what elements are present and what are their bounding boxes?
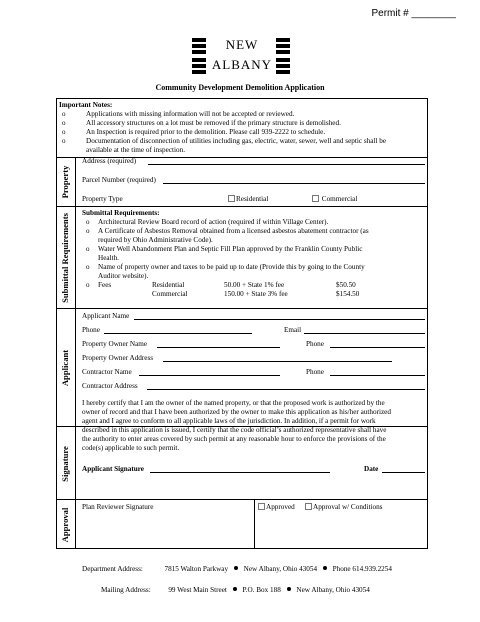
dept-address-label: Department Address: bbox=[82, 565, 143, 573]
submittal-item-4-cont: Auditor website). bbox=[98, 272, 149, 280]
owner-phone-label: Phone bbox=[306, 340, 324, 348]
date-label: Date bbox=[364, 465, 379, 473]
approved-conditions-checkbox[interactable] bbox=[305, 503, 382, 512]
date-field[interactable] bbox=[382, 472, 425, 473]
certification-line-1: I hereby certify that I am the owner of the named property, or that the proposed work is authorized by the bbox=[82, 399, 385, 407]
form-title: Community Development Demolition Application bbox=[155, 83, 325, 92]
submittal-item-3: Water Well Abandonment Plan and Septic Fill Plan approved by the Franklin County Public bbox=[98, 245, 363, 253]
certification-line-3: agent and I agree to conform to all applicable laws of the jurisdiction. In addition, if a permit for work bbox=[82, 417, 376, 425]
note-3: An Inspection is required prior to the demolition. Please call 939-2222 to schedule. bbox=[86, 128, 326, 136]
note-2: All accessory structures on a lot must be removed if the primary structure is demolished. bbox=[86, 119, 341, 127]
checkbox-icon[interactable] bbox=[228, 195, 235, 202]
submittal-item-3-cont: Health. bbox=[98, 254, 119, 262]
section-signature-label: Signature bbox=[60, 446, 70, 482]
fee-residential-total: $50.50 bbox=[336, 281, 356, 289]
applicant-name-field[interactable] bbox=[134, 319, 425, 320]
mail-address-label: Mailing Address: bbox=[101, 586, 151, 594]
logo-line1: NEW bbox=[225, 37, 259, 52]
checkbox-icon[interactable] bbox=[312, 195, 319, 202]
mail-po-box: P.O. Box 188 bbox=[242, 586, 281, 594]
contractor-phone-field[interactable] bbox=[330, 375, 425, 376]
address-field[interactable] bbox=[148, 164, 425, 165]
fee-commercial-type: Commercial bbox=[152, 290, 188, 298]
commercial-checkbox[interactable] bbox=[312, 195, 357, 204]
commercial-label: Commercial bbox=[321, 195, 358, 203]
logo-line2: ALBANY bbox=[211, 57, 273, 72]
parcel-field[interactable] bbox=[163, 183, 425, 184]
permit-number[interactable]: Permit # ________ bbox=[371, 8, 456, 19]
submittal-heading: Submittal Requirements: bbox=[82, 209, 160, 217]
approved-label: Approved bbox=[266, 503, 295, 511]
note-4-cont: available at the time of inspection. bbox=[86, 146, 185, 154]
approved-checkbox[interactable] bbox=[258, 503, 295, 512]
submittal-item-2: A Certificate of Asbestos Removal obtained from a licensed asbestos abatement contractor (as bbox=[98, 227, 369, 235]
section-approval-label: Approval bbox=[60, 507, 70, 543]
fee-commercial-total: $154.50 bbox=[336, 290, 360, 298]
approved-conditions-label: Approval w/ Conditions bbox=[313, 503, 383, 511]
reviewer-signature-label: Plan Reviewer Signature bbox=[82, 503, 154, 511]
submittal-item-1: Architectural Review Board record of action (required if within Village Center). bbox=[98, 218, 329, 226]
dept-phone: Phone 614.939.2254 bbox=[332, 565, 392, 573]
notes-heading: Important Notes: bbox=[59, 101, 113, 109]
dept-city: New Albany, Ohio 43054 bbox=[243, 565, 318, 573]
applicant-signature-label: Applicant Signature bbox=[82, 465, 144, 473]
section-property-label: Property bbox=[60, 165, 70, 199]
owner-address-label: Property Owner Address bbox=[82, 354, 154, 362]
submittal-item-4: Name of property owner and taxes to be paid up to date (Provide this by going to the County bbox=[98, 263, 365, 271]
certification-line-2: owner of record and that I have been authorized by the owner to make this application as his/her authorized bbox=[82, 408, 391, 416]
section-submittal-label: Submittal Requirements bbox=[60, 213, 70, 303]
residential-checkbox[interactable] bbox=[228, 195, 268, 204]
bullet-icon bbox=[323, 566, 327, 570]
contractor-address-field[interactable] bbox=[147, 389, 425, 390]
owner-phone-field[interactable] bbox=[330, 347, 425, 348]
property-type-label: Property Type bbox=[82, 195, 123, 203]
applicant-phone-label: Phone bbox=[82, 326, 100, 334]
dept-street: 7815 Walton Parkway bbox=[164, 565, 229, 573]
submittal-item-2-cont: required by Ohio Administrative Code). bbox=[98, 236, 213, 244]
certification-line-5: the authority to enter areas covered by such permit at any reasonable hour to enforce the provisions of the bbox=[82, 435, 386, 443]
owner-name-label: Property Owner Name bbox=[82, 340, 148, 348]
owner-address-field[interactable] bbox=[163, 361, 392, 362]
bullet-icon bbox=[233, 587, 237, 591]
contractor-address-label: Contractor Address bbox=[82, 382, 138, 390]
residential-label: Residential bbox=[236, 195, 269, 203]
fee-residential-type: Residential bbox=[152, 281, 185, 289]
fees-label: Fees bbox=[98, 281, 112, 289]
bullet-icon bbox=[234, 566, 238, 570]
applicant-email-field[interactable] bbox=[304, 333, 425, 334]
applicant-email-label: Email bbox=[284, 326, 302, 334]
parcel-label: Parcel Number (required) bbox=[82, 176, 156, 184]
note-1: Applications with missing information will not be accepted or reviewed. bbox=[86, 110, 295, 118]
checkbox-icon[interactable] bbox=[258, 503, 265, 510]
certification-line-6: code(s) applicable to such permit. bbox=[82, 444, 180, 452]
bullet-icon bbox=[287, 587, 291, 591]
mail-street: 99 West Main Street bbox=[168, 586, 227, 594]
fee-residential-calc: 50.00 + State 1% fee bbox=[224, 281, 285, 289]
footer-department-address bbox=[82, 565, 392, 574]
fee-commercial-calc: 150.00 + State 3% fee bbox=[224, 290, 288, 298]
applicant-signature-field[interactable] bbox=[150, 472, 330, 473]
note-4: Documentation of disconnection of utilities including gas, electric, water, sewer, well and septic shall be bbox=[86, 137, 387, 145]
section-applicant-label: Applicant bbox=[60, 349, 70, 387]
certification-line-4: described in this application is issued, I certify that the code official’s authorized representative shall have bbox=[82, 426, 387, 434]
contractor-name-label: Contractor Name bbox=[82, 368, 132, 376]
new-albany-logo bbox=[192, 38, 292, 78]
footer-mailing-address bbox=[101, 586, 370, 595]
contractor-phone-label: Phone bbox=[306, 368, 324, 376]
applicant-phone-field[interactable] bbox=[104, 333, 252, 334]
contractor-name-field[interactable] bbox=[139, 375, 280, 376]
owner-name-field[interactable] bbox=[157, 347, 280, 348]
address-label: Address (required) bbox=[82, 157, 137, 165]
applicant-name-label: Applicant Name bbox=[82, 312, 130, 320]
checkbox-icon[interactable] bbox=[305, 503, 312, 510]
mail-city: New Albany, Ohio 43054 bbox=[296, 586, 370, 594]
